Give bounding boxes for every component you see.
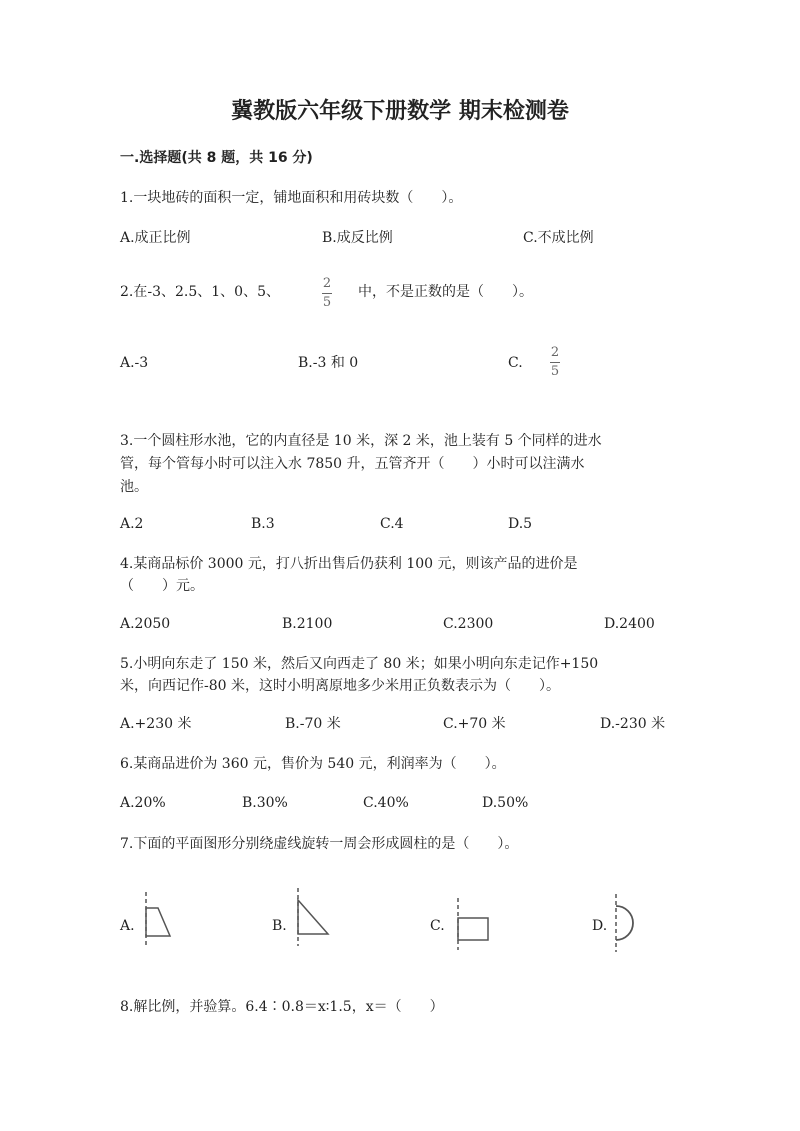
- question-8-stem: 8.解比例，并验算。6.4∶0.8＝x∶1.5，x＝（ ）: [120, 999, 444, 1015]
- question-4-stem-line-1: 4.某商品标价 3000 元，打八折出售后仍获利 100 元，则该产品的进价是: [120, 556, 578, 572]
- fraction-numerator: 2: [550, 345, 560, 360]
- page-title: 冀教版六年级下册数学 期末检测卷: [231, 99, 569, 124]
- q4-option-a[interactable]: A.2050: [120, 616, 171, 632]
- question-5-stem-line-2: 米，向西记作-80 米，这时小明离原地多少米用正负数表示为（ ）。: [120, 678, 560, 694]
- question-3-stem-line-2: 管，每个管每小时可以注入水 7850 升，五管齐开（ ）小时可以注满水: [120, 456, 585, 472]
- q6-option-a[interactable]: A.20%: [120, 795, 166, 811]
- q2-option-b[interactable]: B.-3 和 0: [298, 355, 359, 371]
- q7-option-c[interactable]: C.: [430, 918, 445, 934]
- semicircle-figure: [606, 892, 642, 954]
- q1-option-c[interactable]: C.不成比例: [523, 230, 594, 246]
- fraction-numerator: 2: [322, 276, 332, 291]
- q3-option-a[interactable]: A.2: [120, 516, 144, 532]
- q4-option-c[interactable]: C.2300: [443, 616, 494, 632]
- question-5-stem-line-1: 5.小明向东走了 150 米，然后又向西走了 80 米；如果小明向东走记作+150: [120, 656, 599, 672]
- q1-option-b[interactable]: B.成反比例: [322, 230, 393, 246]
- q4-option-d[interactable]: D.2400: [604, 616, 655, 632]
- q6-option-d[interactable]: D.50%: [482, 795, 529, 811]
- q2-option-c[interactable]: C.: [508, 355, 523, 371]
- fraction-denominator: 5: [550, 364, 560, 379]
- question-7-stem: 7.下面的平面图形分别绕虚线旋转一周会形成圆柱的是（ ）。: [120, 836, 519, 852]
- q7-option-d[interactable]: D.: [592, 918, 608, 934]
- q7-option-b[interactable]: B.: [272, 918, 287, 934]
- fraction-denominator: 5: [322, 295, 332, 310]
- rectangle-figure: [450, 896, 494, 952]
- q5-option-b[interactable]: B.-70 米: [285, 716, 341, 732]
- q2-option-c-fraction: [550, 346, 560, 379]
- question-2-stem-suffix: 中，不是正数的是（ ）。: [358, 284, 533, 300]
- q1-option-a[interactable]: A.成正比例: [120, 230, 191, 246]
- q3-option-c[interactable]: C.4: [380, 516, 404, 532]
- question-3-stem-line-3: 池。: [120, 479, 148, 495]
- question-6-stem: 6.某商品进价为 360 元，售价为 540 元，利润率为（ ）。: [120, 756, 506, 772]
- q4-option-b[interactable]: B.2100: [282, 616, 333, 632]
- q6-option-b[interactable]: B.30%: [242, 795, 288, 811]
- triangle-figure: [290, 886, 334, 948]
- trapezoid-figure: [138, 890, 178, 950]
- section-heading: 一.选择题(共 8 题，共 16 分): [120, 150, 313, 166]
- q2-option-a[interactable]: A.-3: [120, 355, 149, 371]
- question-1-stem: 1.一块地砖的面积一定，铺地面积和用砖块数（ ）。: [120, 190, 463, 206]
- q7-option-a[interactable]: A.: [120, 918, 135, 934]
- q5-option-c[interactable]: C.+70 米: [443, 716, 506, 732]
- question-2-stem-prefix: 2.在-3、2.5、1、0、5、: [120, 284, 280, 300]
- q5-option-a[interactable]: A.+230 米: [120, 716, 192, 732]
- question-3-stem-line-1: 3.一个圆柱形水池，它的内直径是 10 米，深 2 米，池上装有 5 个同样的进水: [120, 433, 602, 449]
- q3-option-b[interactable]: B.3: [251, 516, 275, 532]
- q6-option-c[interactable]: C.40%: [363, 795, 409, 811]
- q3-option-d[interactable]: D.5: [508, 516, 533, 532]
- question-4-stem-line-2: （ ）元。: [120, 578, 204, 594]
- q5-option-d[interactable]: D.-230 米: [600, 716, 666, 732]
- q2-fraction: [322, 277, 332, 310]
